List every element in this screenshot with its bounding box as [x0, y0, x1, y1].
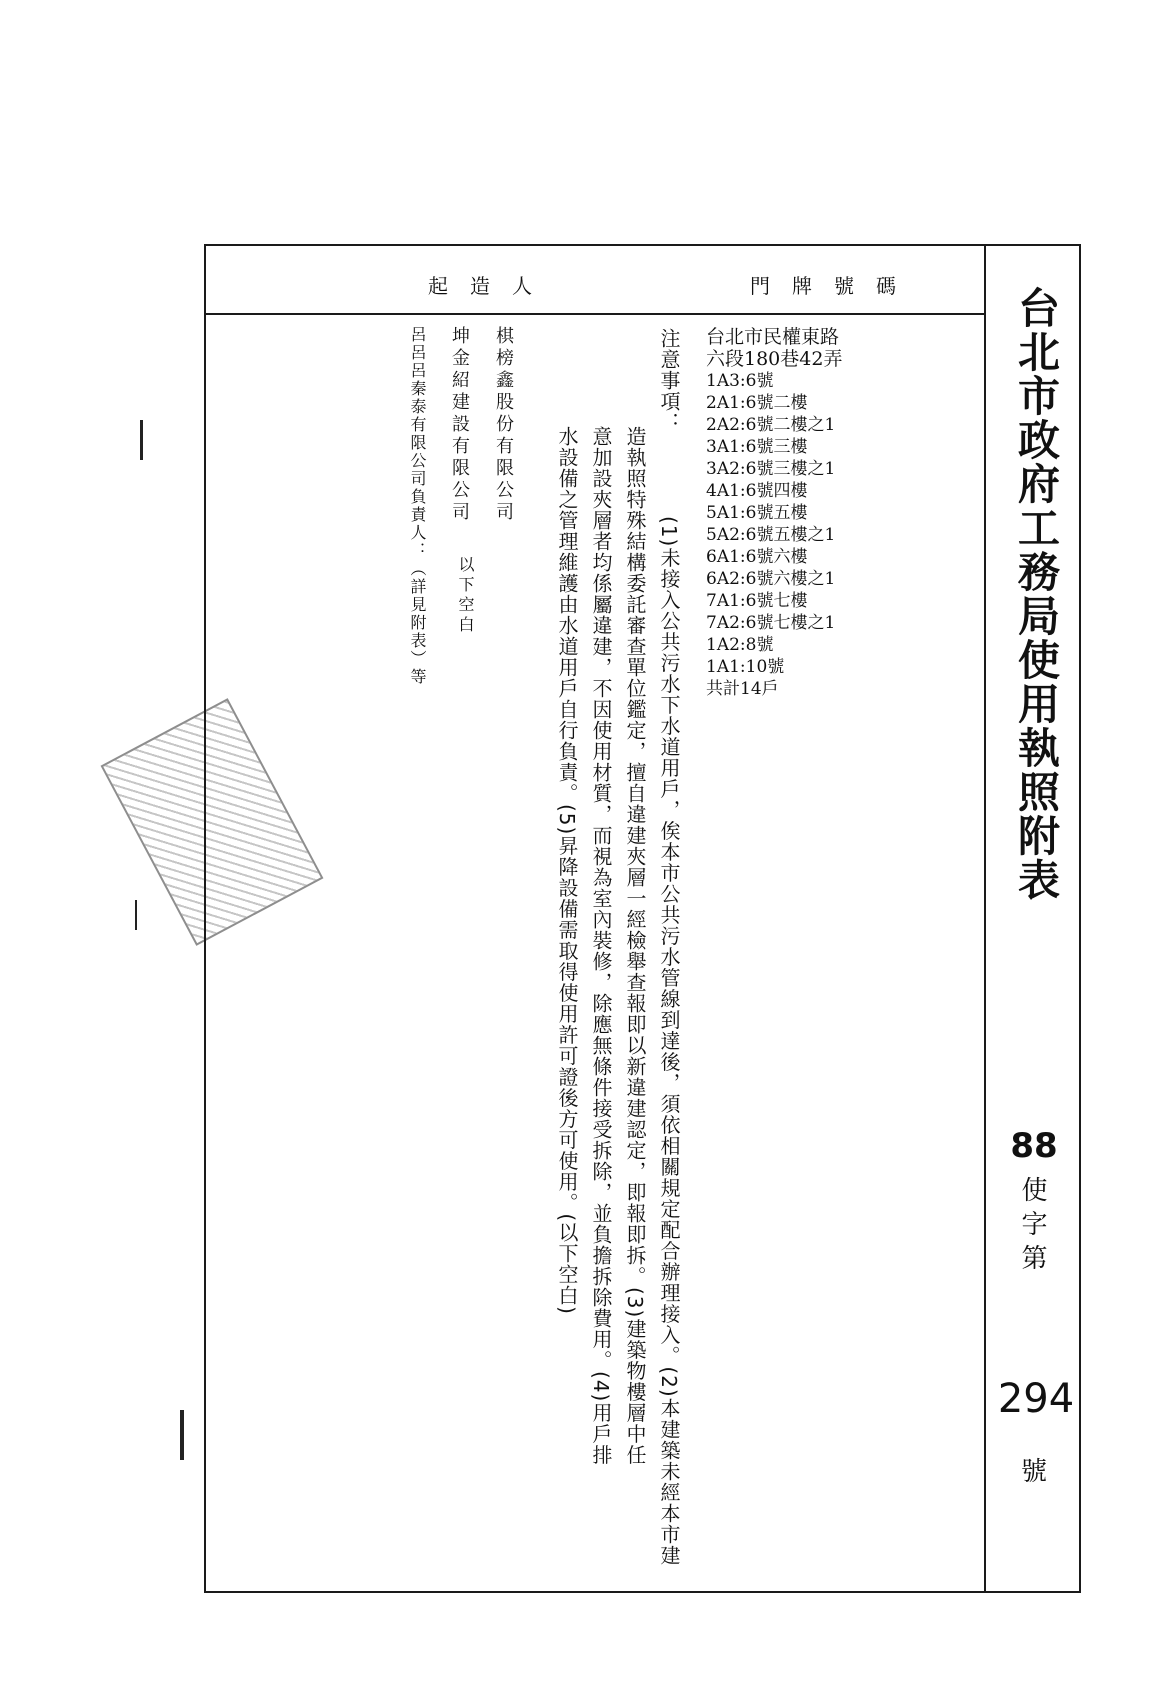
scan-speck [180, 1410, 184, 1460]
address-unit-row: 1A3:6號 [706, 371, 774, 391]
address-unit-row: 7A1:6號七樓 [706, 591, 808, 611]
address-unit-row: 5A2:6號五樓之1 [706, 525, 836, 545]
builder-column-2: 坤金紹建設有限公司 [449, 326, 470, 524]
scan-speck [135, 900, 137, 930]
permit-form-frame [204, 244, 1081, 1593]
builder-column-3: 呂呂呂秦泰有限公司負責人：（詳見附表）等 [408, 326, 427, 686]
address-unit-row: 5A1:6號五樓 [706, 503, 808, 523]
permit-year: 88 [1010, 1126, 1058, 1166]
address-unit-row: 2A1:6號二樓 [706, 393, 808, 413]
address-header-label: 門牌號碼 [750, 274, 918, 298]
address-unit-row: 3A1:6號三樓 [706, 437, 808, 457]
permit-suffix: 號 [1020, 1457, 1047, 1487]
address-unit-row: 6A1:6號六樓 [706, 547, 808, 567]
note-line-3: 意加設夾層者均係屬違建，不因使用材質，而視為室內裝修，除應無條件接受拆除，並負擔拆除費用。(4)用戶排 [589, 426, 613, 1466]
address-section: 六段180巷42弄 [706, 348, 843, 370]
address-unit-row: 3A2:6號三樓之1 [706, 459, 836, 479]
permit-number: 294 [997, 1376, 1075, 1422]
address-units-list [706, 370, 976, 678]
address-unit-row: 1A1:10號 [706, 657, 785, 677]
address-street: 台北市民權東路 [706, 326, 840, 348]
address-unit-row: 2A2:6號二樓之1 [706, 415, 836, 435]
notes-label: 注意事項： [657, 328, 681, 433]
address-unit-row: 4A1:6號四樓 [706, 481, 808, 501]
address-unit-row: 7A2:6號七樓之1 [706, 613, 836, 633]
header-row-divider [206, 313, 984, 315]
permit-prefix: 使字第 [1017, 1176, 1047, 1278]
scan-speck [140, 420, 143, 460]
note-line-4: 水設備之管理維護由水道用戶自行負責。(5)昇降設備需取得使用許可證後方可使用。(以下空白) [555, 426, 579, 1315]
note-line-1: (1)未接入公共污水下水道用戶，俟本市公共污水管線到達後，須依相關規定配合辦理接入。(2)本建築未經本市建 [657, 516, 681, 1566]
address-total: 共計14戶 [706, 679, 779, 699]
address-unit-row: 6A2:6號六樓之1 [706, 569, 836, 589]
address-block [706, 326, 976, 700]
permit-title: 台北市政府工務局使用執照附表 [1012, 286, 1061, 902]
builder-blank-note: 以下空白 [456, 556, 475, 636]
builder-header-label: 起造人 [428, 274, 554, 298]
note-line-2: 造執照特殊結構委託審查單位鑑定，擅自違建夾層一經檢舉查報即以新違建認定，即報即拆。(3)建築物樓層中任 [623, 426, 647, 1466]
address-unit-row: 1A2:8號 [706, 635, 774, 655]
builder-column-1: 棋榜鑫股份有限公司 [493, 326, 514, 524]
